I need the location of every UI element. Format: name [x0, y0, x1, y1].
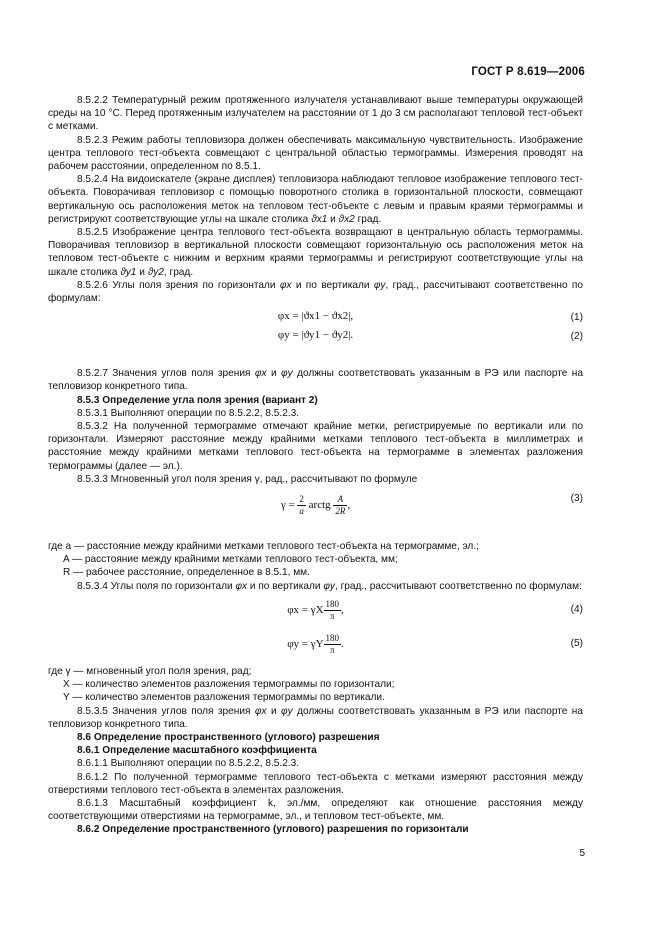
paragraph-text: и: [270, 705, 277, 717]
formula-4: [48, 593, 583, 629]
symbol-theta-x2: ϑx2: [338, 213, 355, 225]
heading-8-6-1: 8.6.1 Определение масштабного коэффициента: [77, 745, 317, 757]
formula-2: [48, 327, 583, 367]
formula-1-number: (1): [570, 312, 583, 324]
where-R: R — рабочее расстояние, определенное в 8.5.1, мм.: [63, 567, 310, 579]
formula-3-lhs: γ =: [280, 499, 295, 512]
paragraph-8-5-2-6: [48, 279, 583, 305]
formula-1-expression: φx = |ϑx1 − ϑx2|,: [277, 310, 354, 323]
where-Y: Y — количество элементов разложения термограммы по вертикали.: [63, 692, 385, 704]
paragraph-text: должны соответствовать указанным в РЭ или паспорте на тепловизор конкретного типа.: [48, 705, 583, 730]
where-gamma: где γ — мгновенный угол поля зрения, рад;: [48, 665, 252, 677]
formula-4-lhs: φx = γX: [287, 603, 324, 616]
heading-8-5-3: 8.5.3 Определение угла поля зрения (вариант 2): [77, 394, 318, 406]
paragraph-tail: , град.: [163, 266, 194, 278]
where-a: где a — расстояние между крайними метками теплового тест-объекта на термограмме, эл.;: [48, 541, 479, 553]
symbol-phi-y: φy: [281, 368, 293, 380]
paragraph-8-6-1-2: 8.6.1.2 По полученной термограмме теплового тест-объекта с метками измеряют расстояния между отверстиями теплового тест-объекта в элементах разложения.: [48, 771, 583, 796]
fraction-denominator: 2R: [335, 506, 346, 517]
symbol-theta-y2: ϑy2: [147, 266, 164, 278]
paragraph-8-5-2-3: 8.5.2.3 Режим работы тепловизора должен обеспечивать максимальную чувствительность. Изображение центра теплового тест-объекта совмещают с центральной областью термограммы. Измерения проводят на рабочем расстоянии, определенном по 8.5.1.: [48, 134, 583, 173]
formula-5-number: (5): [570, 637, 583, 649]
formula-3-fraction: [297, 494, 306, 517]
paragraph-8-5-2-7: [48, 367, 583, 393]
paragraph-text: 8.5.3.5 Значения углов поля зрения: [77, 705, 251, 717]
symbol-phi-x: φx: [254, 705, 267, 717]
formula-2-number: (2): [570, 331, 583, 343]
paragraph-text: 8.5.2.6 Углы поля зрения по горизонтали: [77, 279, 276, 291]
fraction-denominator: a: [299, 506, 304, 517]
conjunction: и: [139, 266, 145, 278]
conjunction: и: [330, 213, 336, 225]
paragraph-text: , град., рассчитывают соответственно по формулам:: [334, 580, 582, 592]
paragraph-8-5-2-5: [48, 226, 583, 279]
paragraph-8-5-3-5: [48, 705, 583, 731]
formula-3: [48, 486, 583, 540]
paragraph-8-5-2-4: [48, 173, 583, 226]
paragraph-text: должны соответствовать указанным в РЭ или паспорте на тепловизор конкретного типа.: [48, 368, 583, 393]
page-body: [48, 94, 583, 837]
paragraph-text: , град., рассчитывают соответственно по формулам:: [48, 279, 583, 305]
formula-5-lhs: φy = γY: [287, 637, 324, 650]
paragraph-text: 8.5.3.4 Углы поля по горизонтали: [77, 580, 233, 592]
paragraph-8-5-3-4: [48, 580, 583, 593]
page-number: 5: [579, 848, 585, 859]
fraction-numerator: A: [333, 494, 347, 506]
fraction-numerator: 2: [299, 494, 304, 505]
where-X: X — количество элементов разложения термограммы по горизонтали;: [63, 679, 395, 691]
formula-3-expression: [48, 494, 583, 517]
fraction-denominator: π: [330, 610, 335, 621]
formula-3-number: (3): [570, 493, 583, 505]
paragraph-text: 8.5.2.5 Изображение центра теплового тест-объекта возвращают в центральную область термограммы. Поворачивая тепловизор в вертикальной плоскости совмещают горизонтальную ось расположения меток на тепловом тест-объекте с нижним и верхним краями термограммы и регистрируют соответствующие углы на шкале столика: [48, 227, 583, 278]
symbol-phi-x: φx: [235, 580, 248, 592]
symbol-theta-y1: ϑy1: [120, 266, 137, 278]
paragraph-tail: град.: [357, 213, 382, 225]
formula-4-fraction: [324, 599, 342, 622]
formula-1: [48, 305, 583, 327]
symbol-theta-x1: ϑx1: [311, 213, 328, 225]
where-A: A — расстояние между крайними метками теплового тест-объекта, мм;: [63, 554, 398, 566]
formula-5-fraction: [324, 633, 342, 656]
paragraph-text: и по вертикали: [249, 580, 321, 592]
paragraph-text: и по вертикали: [295, 279, 370, 291]
symbol-phi-x: φx: [279, 279, 292, 291]
formula-4-expression: [48, 599, 583, 622]
formula-4-number: (4): [570, 603, 583, 615]
paragraph-8-5-3-2: 8.5.3.2 На полученной термограмме отмечают крайние метки, регистрируемые по вертикали или по горизонтали. Измеряют расстояние между крайними метками теплового тест-объекта в миллиметрах и расстояние между крайними метками теплового тест-объекта на термограмме в элементах разложения термограммы (далее — эл.).: [48, 421, 583, 472]
formula-2-expression: φy = |ϑy1 − ϑy2|.: [277, 329, 354, 342]
formula-4-tail: ,: [341, 603, 344, 616]
formula-5-tail: .: [341, 637, 344, 650]
formula-5: [48, 629, 583, 665]
paragraph-8-5-3-1: 8.5.3.1 Выполняют операции по 8.5.2.2, 8.5.2.3.: [77, 407, 300, 419]
symbol-phi-y: φy: [373, 279, 386, 291]
paragraph-8-6-1-3: 8.6.1.3 Масштабный коэффициент k, эл./мм, определяют как отношение расстояния между соответствующими отверстиями на термограмме, эл., и тепловом тест-объекте, мм.: [48, 797, 583, 823]
fraction-numerator: 180: [325, 632, 340, 643]
paragraph-text: 8.5.2.4 На видоискателе (экране дисплея) тепловизора наблюдают тепловое изображение теплового тест-объекта. Поворачивая тепловизор с помощью поворотного столика в горизонтальной плоскости, совмещают вертикальную ось расположения меток на тепловом тест-объекте с левым и правым краями термограммы и регистрируют соответствующие углы на шкале столика: [48, 174, 583, 225]
paragraph-text: 8.5.2.7 Значения углов поля зрения: [77, 368, 251, 380]
symbol-phi-x: φx: [254, 368, 267, 380]
document-header: ГОСТ Р 8.619—2006: [471, 66, 585, 78]
heading-8-6: 8.6 Определение пространственного (углового) разрешения: [77, 731, 380, 743]
fraction-numerator: 180: [325, 598, 340, 609]
paragraph-8-5-3-3: 8.5.3.3 Мгновенный угол поля зрения γ, рад., рассчитывают по формуле: [77, 473, 418, 485]
formula-3-function: arctg: [308, 499, 331, 512]
fraction-denominator: π: [330, 644, 335, 655]
formula-3-fraction-2: [333, 494, 347, 517]
symbol-phi-y: φy: [323, 580, 335, 592]
paragraph-8-6-1-1: 8.6.1.1 Выполняют операции по 8.5.2.2, 8.5.2.3.: [77, 758, 300, 770]
symbol-phi-y: φy: [281, 705, 293, 717]
paragraph-text: и: [270, 368, 277, 380]
formula-3-tail: ,: [347, 499, 351, 512]
formula-5-expression: [48, 633, 583, 656]
heading-8-6-2: 8.6.2 Определение пространственного (углового) разрешения по горизонтали: [77, 824, 469, 836]
paragraph-8-5-2-2: 8.5.2.2 Температурный режим протяженного излучателя устанавливают выше температуры окружающей среды на 10 °С. Перед протяженным излучателем на расстоянии от 1 до 3 см располагают тепловой тест-объект с метками.: [48, 95, 583, 133]
